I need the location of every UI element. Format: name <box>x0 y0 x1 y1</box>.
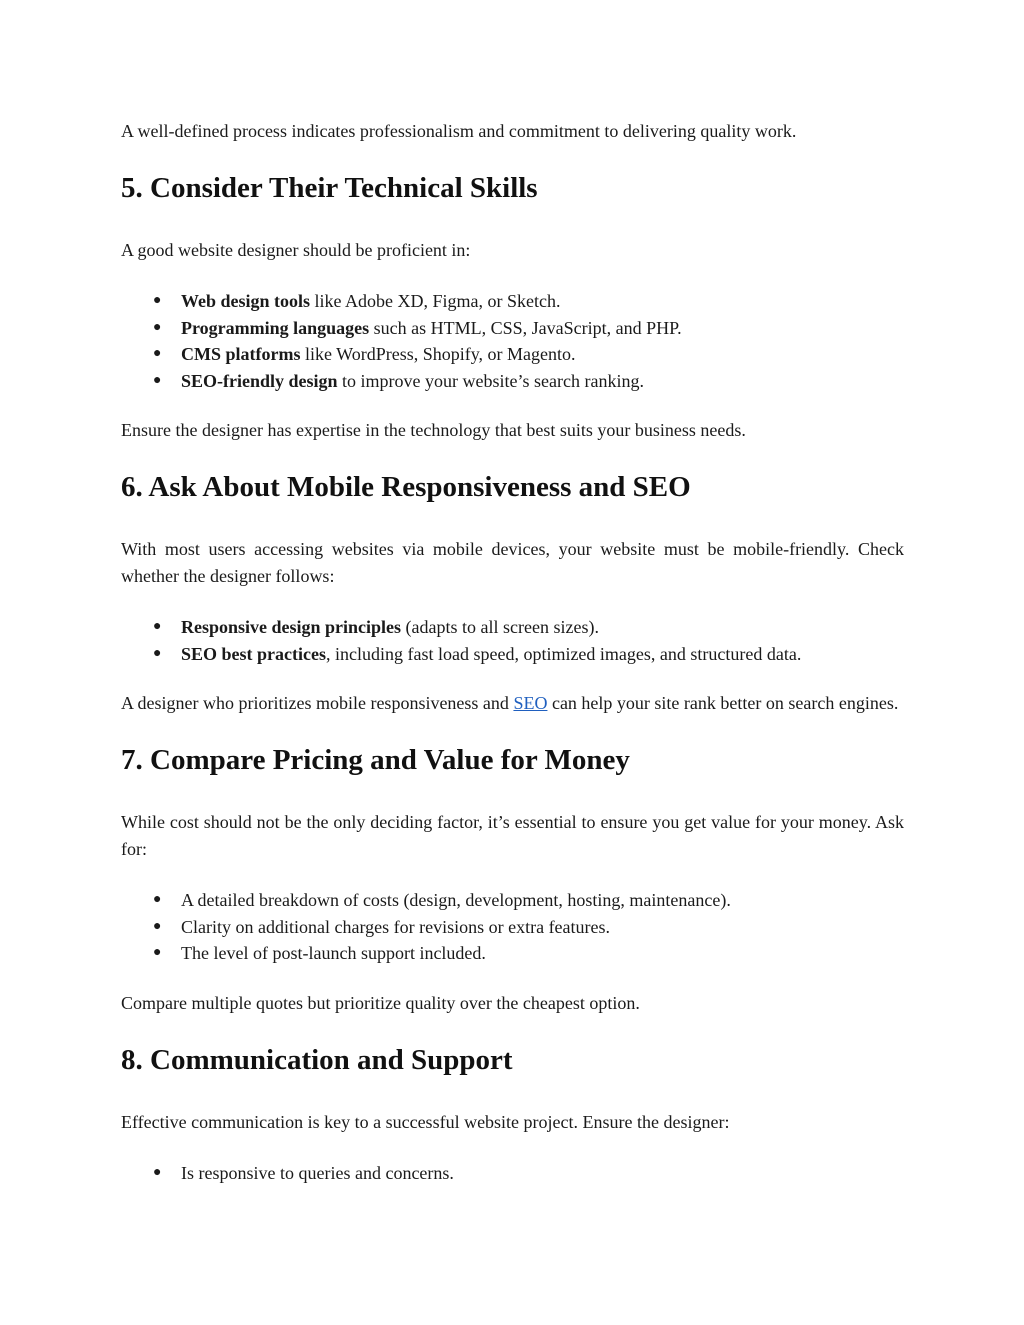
section-8-list <box>121 1160 904 1187</box>
section-7-list <box>121 887 904 967</box>
list-item: ● SEO best practices, including fast load speed, optimized images, and structured data. <box>121 641 904 668</box>
list-item: ● CMS platforms like WordPress, Shopify, or Magento. <box>121 341 904 368</box>
section-6-list <box>121 614 904 667</box>
section-7-closing: Compare multiple quotes but prioritize quality over the cheapest option. <box>121 992 640 1013</box>
list-item: ● Programming languages such as HTML, CSS, JavaScript, and PHP. <box>121 315 904 342</box>
document-page <box>121 118 904 1186</box>
list-item: ● Is responsive to queries and concerns. <box>121 1160 904 1187</box>
section-7-lead: While cost should not be the only deciding factor, it’s essential to ensure you get value for your money. Ask for: <box>121 812 904 859</box>
bullet-icon: ● <box>153 346 162 361</box>
list-item: ● Responsive design principles (adapts to all screen sizes). <box>121 614 904 641</box>
section-7-heading: 7. Compare Pricing and Value for Money <box>121 744 630 776</box>
section-6-lead: With most users accessing websites via mobile devices, your website must be mobile-friendly. Check whether the designer follows: <box>121 539 904 586</box>
bullet-icon: ● <box>153 619 162 634</box>
bullet-icon: ● <box>153 945 162 960</box>
intro-paragraph: A well-defined process indicates professionalism and commitment to delivering quality work. <box>121 121 797 141</box>
list-item: ● Clarity on additional charges for revisions or extra features. <box>121 914 904 941</box>
bullet-icon: ● <box>153 1164 162 1180</box>
section-5-list <box>121 288 904 394</box>
bullet-icon: ● <box>153 372 162 388</box>
section-5-heading: 5. Consider Their Technical Skills <box>121 172 538 204</box>
bullet-icon: ● <box>153 293 162 308</box>
section-5-lead: A good website designer should be proficient in: <box>121 240 471 260</box>
section-8-heading: 8. Communication and Support <box>121 1043 513 1076</box>
bullet-icon: ● <box>153 319 162 335</box>
list-item: ● The level of post-launch support included. <box>121 940 904 967</box>
list-item: ● Web design tools like Adobe XD, Figma, or Sketch. <box>121 288 904 315</box>
seo-link[interactable]: SEO <box>513 693 548 713</box>
bullet-icon: ● <box>153 892 162 907</box>
list-item: ● A detailed breakdown of costs (design, development, hosting, maintenance). <box>121 887 904 914</box>
bullet-icon: ● <box>153 918 162 934</box>
section-8-lead: Effective communication is key to a successful website project. Ensure the designer: <box>121 1111 730 1132</box>
section-5-closing: Ensure the designer has expertise in the technology that best suits your business needs. <box>121 420 746 440</box>
section-6-heading: 6. Ask About Mobile Responsiveness and SEO <box>121 471 691 503</box>
section-6-closing: A designer who prioritizes mobile responsiveness and SEO can help your site rank better on search engines. <box>121 693 899 713</box>
list-item: ● SEO-friendly design to improve your website’s search ranking. <box>121 368 904 395</box>
bullet-icon: ● <box>153 645 162 661</box>
